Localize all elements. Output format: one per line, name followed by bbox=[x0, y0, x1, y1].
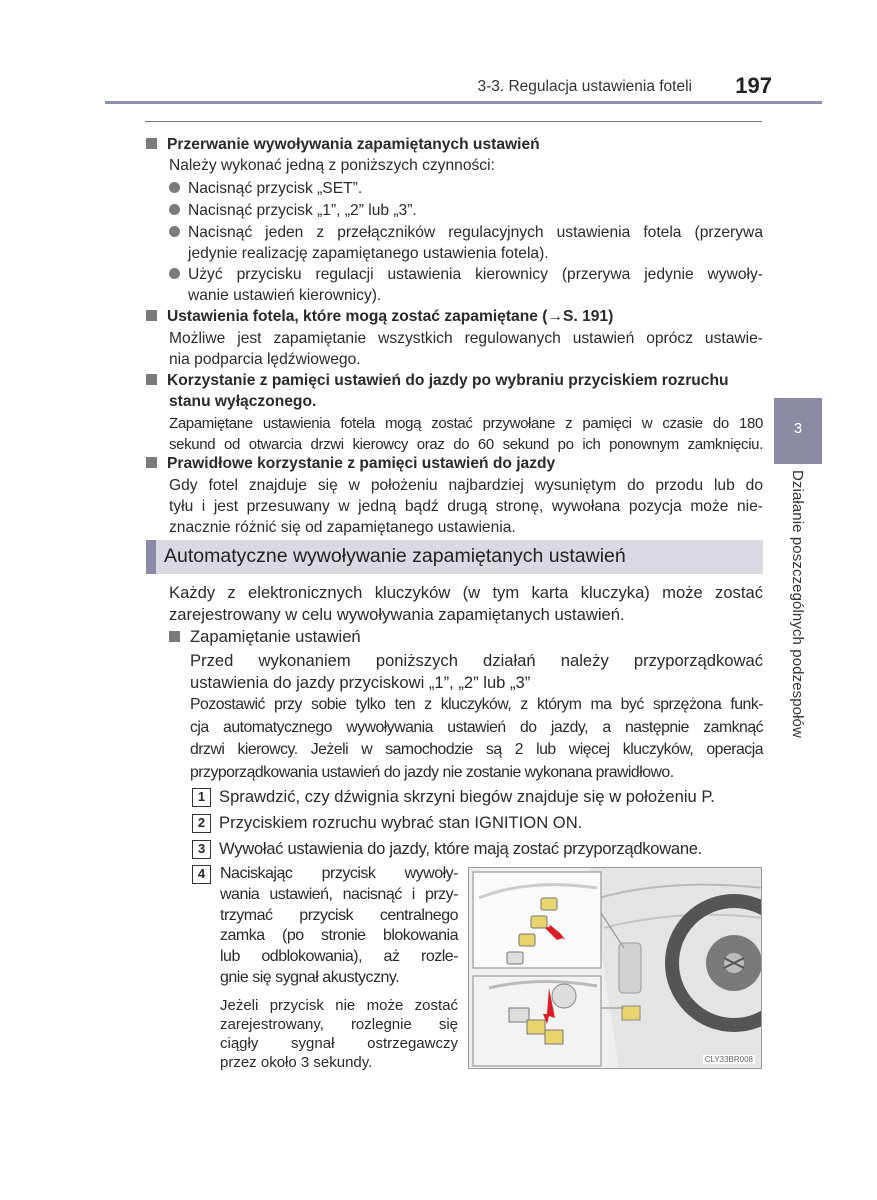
section-heading: Ustawienia fotela, które mogą zostać zapamiętane (→S. 191) bbox=[146, 306, 613, 327]
content-top-rule bbox=[145, 121, 762, 122]
auto-intro: Każdy z elektronicznych kluczyków (w tym karta kluczyka) może zostać zarejestrowany w celu wywoływania zapamiętanych ustawień. bbox=[169, 583, 763, 624]
section-body: Gdy fotel znajduje się w położeniu najbardziej wysuniętym do przodu lub do tyłu i jest przesuwany w jedną bądź drugą stronę, wywołana pozycja może nie- znacznie różnić się od zapamiętanego ustawienia. bbox=[169, 477, 763, 536]
section-banner bbox=[146, 540, 763, 574]
round-bullet-icon bbox=[169, 182, 180, 193]
step-4-note: Jeżeli przycisk nie może zostać zarejestrowany, rozlegnie się ciągły sygnał ostrzegawczy przez około 3 sekundy. bbox=[220, 997, 458, 1071]
chapter-tab bbox=[774, 398, 822, 464]
square-bullet-icon bbox=[146, 310, 157, 321]
round-bullet-icon bbox=[169, 204, 180, 215]
section-heading: Przerwanie wywoływania zapamiętanych ustawień bbox=[146, 134, 540, 155]
banner-accent bbox=[146, 540, 156, 574]
header-section-title: 3-3. Regulacja ustawienia foteli bbox=[477, 78, 692, 95]
square-bullet-icon bbox=[146, 138, 157, 149]
chapter-tab-number: 3 bbox=[793, 420, 803, 437]
step-number: 4 bbox=[192, 865, 211, 884]
section-heading: Prawidłowe korzystanie z pamięci ustawień do jazdy bbox=[146, 453, 555, 474]
square-bullet-icon bbox=[146, 457, 157, 468]
step-number: 3 bbox=[192, 840, 211, 859]
page-header bbox=[0, 72, 822, 104]
round-bullet-icon bbox=[169, 226, 180, 237]
figure-code: CLY33BR008 bbox=[704, 1055, 753, 1064]
step-2: 2 Przyciskiem rozruchu wybrać stan IGNITION ON. bbox=[192, 812, 582, 834]
sub-heading: Zapamiętanie ustawień bbox=[169, 626, 361, 648]
list-item: Nacisnąć przycisk „SET”. bbox=[169, 178, 362, 199]
step-3: 3 Wywołać ustawienia do jazdy, które mają zostać przyporządkowane. bbox=[192, 838, 702, 860]
page-number: 197 bbox=[735, 73, 772, 98]
section-heading: Korzystanie z pamięci ustawień do jazdy po wybraniu przyciskiem rozruchu stanu wyłączonego. bbox=[146, 370, 763, 412]
list-item: Użyć przycisku regulacji ustawienia kierownicy (przerywa jedynie wywoły- wanie ustawień kierownicy). bbox=[169, 264, 763, 306]
square-bullet-icon bbox=[146, 374, 157, 385]
section-body: Zapamiętane ustawienia fotela mogą zostać przywołane z pamięci w czasie do 180 sekund od otwarcia drzwi kierowcy oraz do 60 sekund po ich ponownym zamknięciu. bbox=[169, 415, 763, 453]
square-bullet-icon bbox=[169, 631, 180, 642]
banner-title: Automatyczne wywoływanie zapamiętanych ustawień bbox=[164, 545, 626, 567]
door-panel-illustration bbox=[469, 868, 762, 1069]
sub-intro: Przed wykonaniem poniższych działań należy przyporządkować ustawienia do jazdy przyciskowi „1”, „2” lub „3” bbox=[190, 651, 763, 692]
step-number: 1 bbox=[192, 788, 211, 807]
section-intro: Należy wykonać jedną z poniższych czynności: bbox=[169, 157, 495, 174]
step-number: 2 bbox=[192, 814, 211, 833]
chapter-title-vertical: Działanie poszczególnych podzespołów bbox=[789, 470, 806, 738]
round-bullet-icon bbox=[169, 268, 180, 279]
step-1: 1 Sprawdzić, czy dźwignia skrzyni biegów znajduje się w położeniu P. bbox=[192, 786, 715, 808]
step-4: 4 Naciskając przycisk wywoły- wania ustawień, nacisnąć i przy- trzymać przycisk centralnego zamka (po stronie blokowania lub odblokowania), aż rozle- gnie się sygnał akustyczny. bbox=[192, 864, 458, 989]
list-item: Nacisnąć przycisk „1”, „2” lub „3”. bbox=[169, 200, 417, 221]
list-item: Nacisnąć jeden z przełączników regulacyjnych ustawienia fotela (przerywa jedynie realizację zapamiętanego ustawienia fotela). bbox=[169, 222, 763, 264]
section-body: Możliwe jest zapamiętanie wszystkich regulowanych ustawień oprócz ustawie- nia podparcia lędźwiowego. bbox=[169, 330, 763, 368]
note-paragraph: Pozostawić przy sobie tylko ten z kluczyków, z którym ma być sprzężona funk- cja automatycznego wywoływania ustawień do jazdy, a następnie zamknąć drzwi kierowcy. Jeżeli w samochodzie są 2 lub więcej kluczyków, operacja przyporządkowania ustawień do jazdy nie zostanie wykonana prawidłowo. bbox=[190, 696, 763, 781]
header-rule bbox=[105, 101, 822, 104]
door-memory-button-illustration bbox=[468, 867, 762, 1069]
